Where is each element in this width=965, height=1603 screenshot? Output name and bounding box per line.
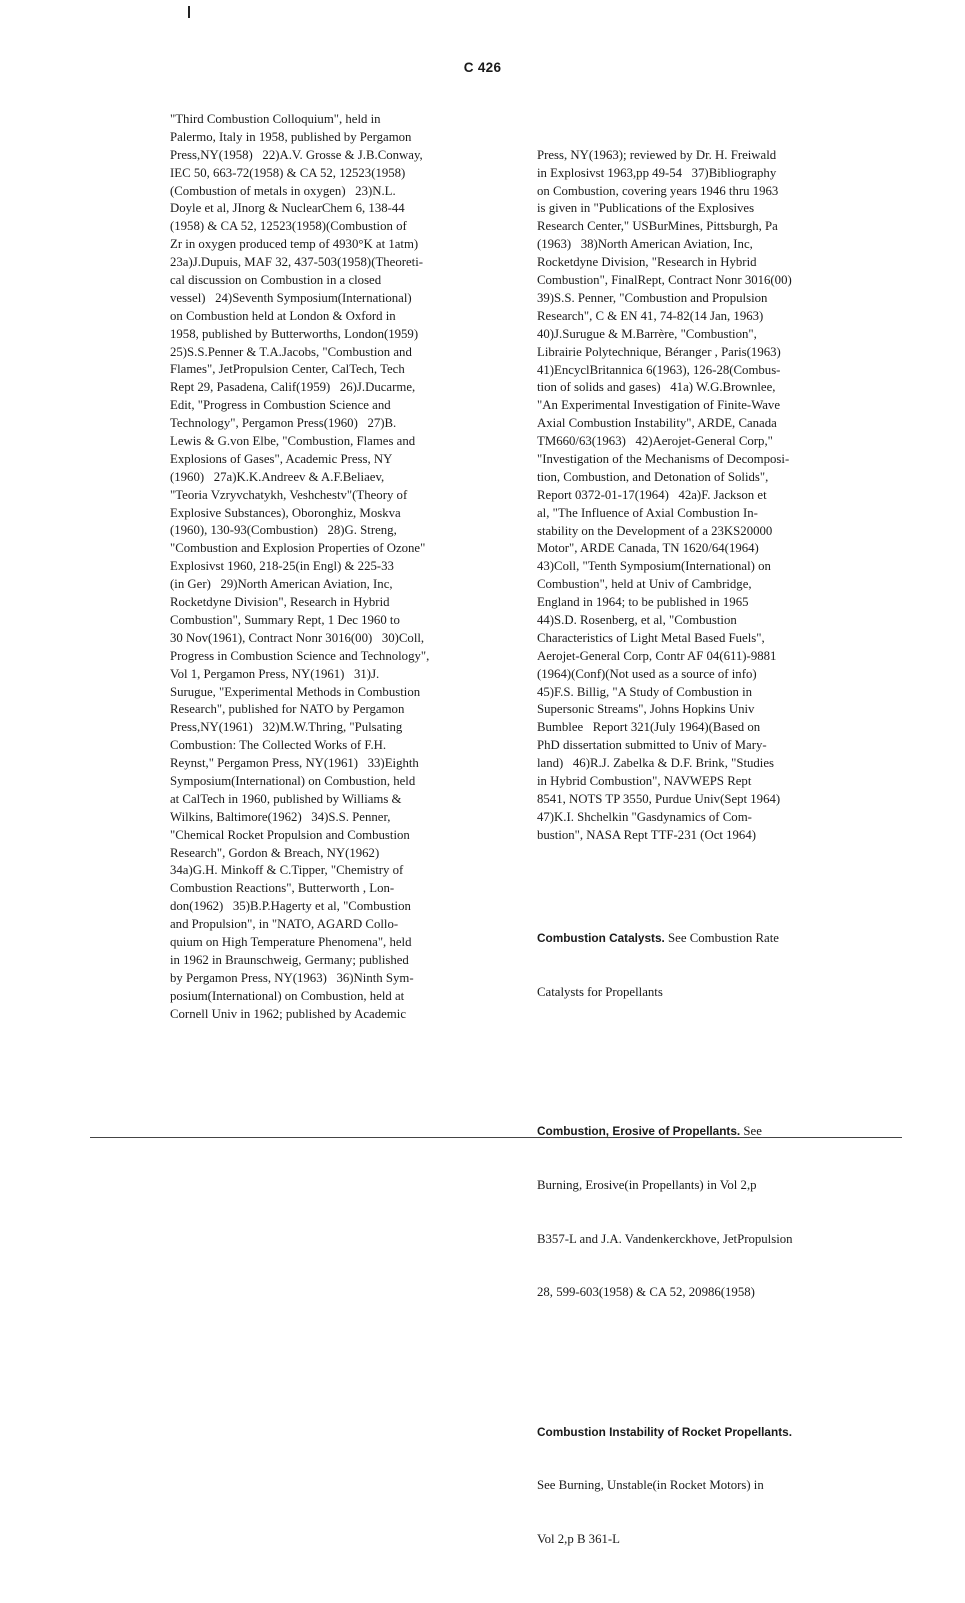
reference-line: England in 1964; to be published in 1965: [537, 595, 749, 610]
reference-line: Combustion", Summary Rept, 1 Dec 1960 to: [170, 612, 400, 627]
reference-line: 23a)J.Dupuis, MAF 32, 437-503(1958)(Theoreti-: [170, 255, 424, 270]
reference-line: Explosivst 1960, 218-25(in Engl) & 225-33: [170, 559, 394, 574]
reference-line: 34a)G.H. Minkoff & C.Tipper, "Chemistry of: [170, 863, 404, 878]
bottom-rule: [90, 1137, 902, 1138]
reference-line: (1963) 38)North American Aviation, Inc,: [537, 237, 753, 252]
reference-line: Combustion: The Collected Works of F.H.: [170, 738, 387, 753]
reference-line: Explosions of Gases", Academic Press, NY: [170, 451, 393, 466]
reference-line: and Propulsion", in "NATO, AGARD Collo-: [170, 917, 399, 932]
reference-line: PhD dissertation submitted to Univ of Mary-: [537, 738, 767, 753]
reference-line: Rept 29, Pasadena, Calif(1959) 26)J.Ducarme,: [170, 380, 416, 395]
reference-line: 45)F.S. Billig, "A Study of Combustion in: [537, 684, 753, 699]
reference-line: Research", C & EN 41, 74-82(14 Jan, 1963): [537, 308, 764, 323]
reference-line: stability on the Development of a 23KS20000: [537, 523, 773, 538]
reference-line: (Combustion of metals in oxygen) 23)N.L.: [170, 183, 396, 198]
entry-line: [537, 930, 882, 948]
reference-line: in 1962 in Braunschweig, Germany; published: [170, 952, 409, 967]
reference-line: on Combustion held at London & Oxford in: [170, 308, 396, 323]
reference-line: 41)EncyclBritannica 6(1963), 126-28(Combus-: [537, 362, 781, 377]
reference-line: Combustion Reactions", Butterworth , Lon-: [170, 881, 395, 896]
reference-line: (1960) 27a)K.K.Andreev & A.F.Beliaev,: [170, 469, 385, 484]
reference-line: Doyle et al, JInorg & NuclearChem 6, 138-44: [170, 201, 405, 216]
reference-line: "An Experimental Investigation of Finite-Wave: [537, 398, 781, 413]
reference-line: Explosive Substances), Oboronghiz, Moskva: [170, 505, 401, 520]
reference-line: "Third Combustion Colloquium", held in: [170, 112, 381, 126]
reference-line: Technology", Pergamon Press(1960) 27)B.: [170, 416, 397, 431]
reference-line: tion of solids and gases) 41a) W.G.Brownlee,: [537, 380, 776, 395]
reference-line: Characteristics of Light Metal Based Fuels",: [537, 630, 765, 645]
right-column: [537, 111, 882, 1603]
reference-line: (in Ger) 29)North American Aviation, Inc,: [170, 577, 393, 592]
reference-line: Combustion", FinalRept, Contract Nonr 3016(00): [537, 273, 792, 288]
reference-line: in Explosivst 1963,pp 49-54 37)Bibliography: [537, 165, 777, 180]
page-number: C 426: [463, 60, 502, 75]
reference-line: Research", published for NATO by Pergamon: [170, 702, 405, 717]
reference-line: Research", Gordon & Breach, NY(1962): [170, 845, 380, 860]
reference-line: Zr in oxygen produced temp of 4930°K at 1atm): [170, 237, 419, 252]
reference-line: Rocketdyne Division, "Research in Hybrid: [537, 255, 757, 270]
reference-line: Lewis & G.von Elbe, "Combustion, Flames and: [170, 434, 416, 449]
entry-combustion-erosive: [537, 1087, 882, 1338]
reference-line: 8541, NOTS TP 3550, Purdue Univ(Sept 1964): [537, 791, 781, 806]
reference-line: vessel) 24)Seventh Symposium(International): [170, 290, 412, 305]
reference-line: TM660/63(1963) 42)Aerojet-General Corp,": [537, 434, 773, 449]
reference-line: at CalTech in 1960, published by Williams &: [170, 791, 402, 806]
reference-line: Aerojet-General Corp, Contr AF 04(611)-9881: [537, 648, 777, 663]
reference-line: on Combustion, covering years 1946 thru 1963: [537, 183, 779, 198]
entry-line: 28, 599-603(1958) & CA 52, 20986(1958): [537, 1285, 755, 1300]
reference-line: Bumblee Report 321(July 1964)(Based on: [537, 720, 761, 735]
entry-line: Vol 2,p B 361-L: [537, 1532, 620, 1547]
entry-line: Burning, Erosive(in Propellants) in Vol 2,p: [537, 1177, 757, 1192]
entry-line: [537, 1123, 882, 1141]
entry-heading: Combustion Catalysts.: [537, 931, 665, 946]
entry-line: B357-L and J.A. Vandenkerckhove, JetPropulsion: [537, 1231, 793, 1246]
left-column: [170, 111, 510, 1023]
reference-line: by Pergamon Press, NY(1963) 36)Ninth Sym-: [170, 970, 414, 985]
reference-line: Axial Combustion Instability", ARDE, Canada: [537, 416, 777, 431]
reference-line: (1964)(Conf)(Not used as a source of info): [537, 666, 757, 681]
reference-line: is given in "Publications of the Explosives: [537, 201, 755, 216]
reference-line: 25)S.S.Penner & T.A.Jacobs, "Combustion and: [170, 344, 412, 359]
reference-line: Cornell Univ in 1962; published by Academic: [170, 1006, 406, 1021]
reference-line: Vol 1, Pergamon Press, NY(1961) 31)J.: [170, 666, 380, 681]
reference-line: Surugue, "Experimental Methods in Combustion: [170, 684, 421, 699]
reference-line: Research Center," USBurMines, Pittsburgh, Pa: [537, 219, 778, 234]
reference-line: Press,NY(1958) 22)A.V. Grosse & J.B.Conway,: [170, 147, 423, 162]
reference-line: Flames", JetPropulsion Center, CalTech, Tech: [170, 362, 405, 377]
reference-line: "Investigation of the Mechanisms of Decomposi-: [537, 451, 790, 466]
reference-line: 43)Coll, "Tenth Symposium(International) on: [537, 559, 771, 574]
reference-line: Combustion", held at Univ of Cambridge,: [537, 577, 752, 592]
reference-line: Wilkins, Baltimore(1962) 34)S.S. Penner,: [170, 809, 391, 824]
reference-line: 44)S.D. Rosenberg, et al, "Combustion: [537, 612, 737, 627]
scan-mark: [188, 6, 190, 18]
reference-line: Motor", ARDE Canada, TN 1620/64(1964): [537, 541, 759, 556]
reference-line: "Chemical Rocket Propulsion and Combustion: [170, 827, 410, 842]
entry-combustion-catalysts: [537, 894, 882, 1037]
reference-line: Progress in Combustion Science and Technology",: [170, 648, 430, 663]
reference-line: Librairie Polytechnique, Béranger , Paris(1963): [537, 344, 781, 359]
reference-line: Palermo, Italy in 1958, published by Pergamon: [170, 129, 412, 144]
reference-line: Symposium(International) on Combustion, held: [170, 773, 416, 788]
reference-line: "Teoria Vzryvchatykh, Veshchestv"(Theory of: [170, 487, 408, 502]
reference-line: land) 46)R.J. Zabelka & D.F. Brink, "Studies: [537, 756, 775, 771]
entry-text: See: [740, 1124, 762, 1139]
reference-line: al, "The Influence of Axial Combustion In-: [537, 505, 758, 520]
reference-line: (1958) & CA 52, 12523(1958)(Combustion of: [170, 219, 407, 234]
reference-line: Supersonic Streams", Johns Hopkins Univ: [537, 702, 755, 717]
right-column-references: [537, 147, 882, 845]
entry-heading: Combustion Instability of Rocket Propellants.: [537, 1424, 792, 1439]
reference-line: quium on High Temperature Phenomena", held: [170, 934, 412, 949]
reference-line: "Combustion and Explosion Properties of Ozone": [170, 541, 426, 556]
reference-line: Rocketdyne Division", Research in Hybrid: [170, 595, 390, 610]
reference-line: tion, Combustion, and Detonation of Solids",: [537, 469, 769, 484]
reference-line: 1958, published by Butterworths, London(1959): [170, 326, 419, 341]
entry-line: See Burning, Unstable(in Rocket Motors) in: [537, 1478, 764, 1493]
reference-line: cal discussion on Combustion in a closed: [170, 273, 382, 288]
reference-line: Report 0372-01-17(1964) 42a)F. Jackson et: [537, 487, 767, 502]
reference-line: 39)S.S. Penner, "Combustion and Propulsion: [537, 290, 768, 305]
reference-line: Press,NY(1961) 32)M.W.Thring, "Pulsating: [170, 720, 403, 735]
reference-line: 40)J.Surugue & M.Barrère, "Combustion",: [537, 326, 757, 341]
reference-line: Press, NY(1963); reviewed by Dr. H. Freiwald: [537, 147, 777, 162]
reference-line: bustion", NASA Rept TTF-231 (Oct 1964): [537, 827, 756, 842]
entry-combustion-instability: [537, 1388, 882, 1585]
reference-line: Reynst," Pergamon Press, NY(1961) 33)Eighth: [170, 756, 419, 771]
reference-line: posium(International) on Combustion, held at: [170, 988, 405, 1003]
entry-line: Catalysts for Propellants: [537, 984, 663, 999]
entry-heading: Combustion, Erosive of Propellants.: [537, 1124, 741, 1139]
reference-line: in Hybrid Combustion", NAVWEPS Rept: [537, 773, 752, 788]
reference-line: (1960), 130-93(Combustion) 28)G. Streng,: [170, 523, 397, 538]
reference-line: IEC 50, 663-72(1958) & CA 52, 12523(1958): [170, 165, 406, 180]
reference-line: don(1962) 35)B.P.Hagerty et al, "Combustion: [170, 899, 411, 914]
entry-line: [537, 1424, 882, 1442]
reference-line: Edit, "Progress in Combustion Science and: [170, 398, 391, 413]
reference-line: 30 Nov(1961), Contract Nonr 3016(00) 30)Coll,: [170, 630, 425, 645]
reference-line: 47)K.I. Shchelkin "Gasdynamics of Com-: [537, 809, 752, 824]
entry-text: See Combustion Rate: [664, 931, 779, 946]
